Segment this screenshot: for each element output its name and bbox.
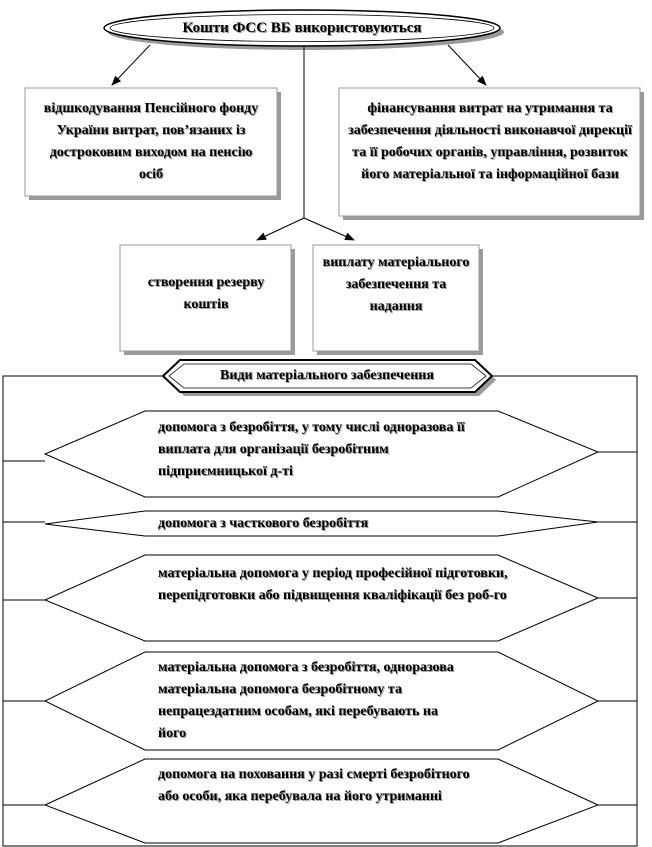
diagram-title: Кошти ФСС ВБ використовуються [182,20,422,36]
payment-text: виплату матеріального забезпечення та надання [322,255,470,314]
arrow-to-compensation [112,45,150,85]
type-text-1: допомога з безробіття, у тому числі одноразова її виплата для організації безробітним підприємницької д-ті [158,420,465,479]
type-text-4: матеріальна допомога з безробіття, одноразова матеріальна допомога безробітному та непрацездатним особам, які перебувають на його [158,660,454,741]
arrow-to-financing [448,45,486,85]
arrow-to-reserve [257,218,304,240]
financing-text: фінансування витрат на утримання та забезпечення діяльності виконавчої дирекції та її робочих органів, управління, розвиток його матеріальної та інформаційної бази [348,101,632,182]
arrow-to-payment [304,218,354,240]
type-text-2: допомога з часткового безробіття [158,516,369,531]
type-text-5: допомога на поховання у разі смерті безробітного або особи, яка перебувала на його утриманні [158,767,470,804]
type-text-3: матеріальна допомога у період професійної підготовки, перепідготовки або підвищення кваліфікації без роб-го [158,566,508,603]
types-header: Види матеріального забезпечення [220,368,434,383]
compensation-text: відшкодування Пенсійного фонду України витрат, пов’язаних із достроковим виходом на пенсію осіб [43,101,259,182]
reserve-text: створення резерву коштів [147,275,265,312]
